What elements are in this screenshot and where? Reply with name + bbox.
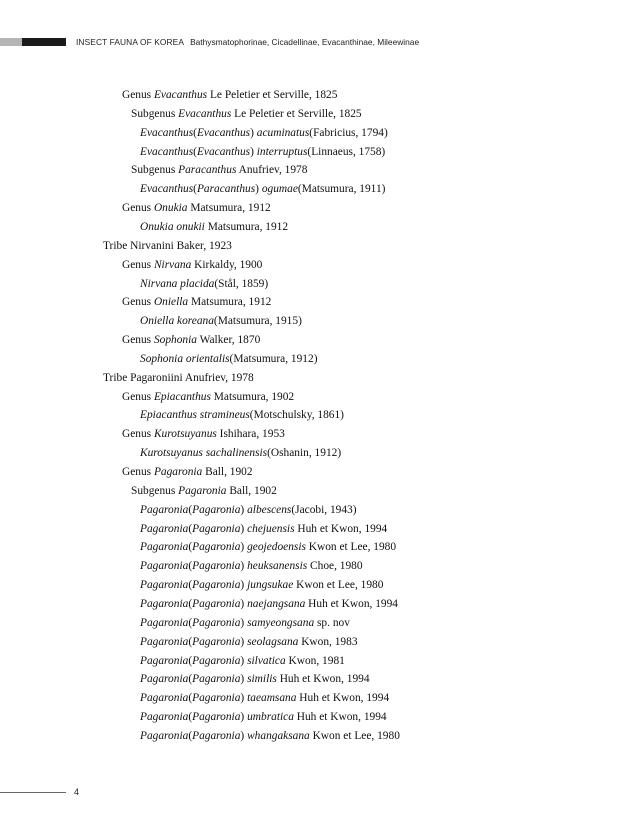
subgenus-name: Pagaronia [192, 541, 241, 554]
taxon-name: Nirvana [153, 258, 192, 271]
open-paren: ( [188, 673, 193, 686]
taxon-name: Onukia [153, 202, 188, 215]
author-citation: (Jacobi, 1943) [291, 503, 357, 516]
species-epithet: heuksanensis [247, 560, 308, 573]
genus-name: Pagaronia [140, 673, 189, 686]
species-name: Nirvana placida [140, 277, 215, 290]
open-paren: ( [188, 503, 193, 516]
rank-label: Subgenus [131, 484, 179, 497]
species-entry [140, 728, 400, 744]
species-entry [140, 596, 398, 612]
author-citation: Ball, 1902 [226, 484, 277, 497]
subgenus-name: Pagaronia [192, 579, 241, 592]
species-entry [140, 653, 345, 669]
species-epithet: silvatica [247, 654, 286, 667]
taxon-name: Evacanthus [153, 89, 208, 101]
author-citation: (Matsumura, 1912) [229, 352, 318, 365]
genus-name: Pagaronia [140, 579, 189, 592]
species-epithet: jungsukae [247, 579, 294, 592]
species-name: Onukia onukii [140, 220, 205, 233]
rank-label: Genus [122, 89, 154, 101]
species-entry [140, 521, 387, 537]
header-text [76, 36, 419, 48]
species-epithet: seolagsana [247, 635, 299, 648]
genus-name: Pagaronia [140, 729, 189, 742]
close-paren: ) [250, 145, 257, 158]
author-citation: (Motschulsky, 1861) [249, 409, 344, 422]
species-epithet: samyeongsana [247, 616, 315, 629]
open-paren: ( [188, 560, 193, 573]
subgenus-name: Pagaronia [192, 560, 241, 573]
subgenus-name: Pagaronia [192, 692, 241, 705]
series-title: INSECT FAUNA OF KOREA [76, 37, 185, 47]
rank-label: Genus [122, 466, 154, 478]
species-entry [140, 709, 387, 725]
open-paren: ( [193, 183, 197, 196]
author-citation: Matsumura, 1912 [187, 202, 271, 215]
species-epithet: chejuensis [247, 522, 295, 535]
species-entry [140, 577, 383, 593]
running-header [0, 36, 637, 48]
genus-entry [122, 257, 262, 273]
taxon-name: Pagaronia [153, 466, 203, 478]
author-citation: Huh et Kwon, 1994 [296, 692, 390, 705]
close-paren: ) [250, 126, 257, 139]
rank-label: Genus [122, 202, 154, 215]
genus-entry [122, 426, 285, 442]
author-citation: Kwon et Lee, 1980 [309, 729, 400, 742]
taxon-name: Oniella [153, 296, 189, 309]
close-paren: ) [240, 560, 248, 573]
open-paren: ( [188, 692, 193, 705]
species-entry [140, 181, 385, 197]
species-epithet: similis [247, 673, 277, 686]
close-paren: ) [240, 692, 248, 705]
author-citation: Kwon, 1983 [298, 635, 358, 648]
species-epithet: taeamsana [247, 692, 297, 705]
close-paren: ) [240, 711, 248, 724]
subgenus-name: Pagaronia [192, 711, 241, 724]
rank-label: Genus [122, 390, 154, 403]
species-entry [140, 407, 344, 423]
author-citation: Huh et Kwon, 1994 [293, 711, 387, 724]
species-entry [140, 351, 318, 367]
author-citation: Kwon, 1981 [285, 654, 345, 667]
species-entry [140, 615, 350, 631]
close-paren: ) [240, 522, 248, 535]
species-entry [140, 125, 388, 141]
author-citation: (Stål, 1859) [214, 277, 269, 290]
species-entry [140, 539, 396, 555]
subgenus-name: Evacanthus [196, 145, 251, 158]
genus-name: Pagaronia [140, 635, 189, 648]
species-name: Kurotsuyanus sachalinensis [140, 447, 268, 460]
open-paren: ( [188, 522, 193, 535]
genus-name: Pagaronia [140, 616, 189, 629]
genus-entry [122, 464, 253, 480]
open-paren: ( [188, 579, 193, 592]
author-citation: (Matsumura, 1911) [297, 183, 386, 196]
author-citation: Le Peletier et Serville, 1825 [231, 107, 362, 120]
genus-name: Pagaronia [140, 541, 189, 554]
close-paren: ) [255, 183, 262, 196]
author-citation: Huh et Kwon, 1994 [305, 597, 398, 610]
open-paren: ( [188, 729, 193, 742]
author-citation: sp. nov [314, 616, 350, 629]
subgenus-entry [131, 162, 307, 178]
genus-name: Pagaronia [140, 711, 189, 724]
subgenus-entry [131, 106, 362, 122]
author-citation: Matsumura, 1902 [210, 390, 295, 403]
subgenus-name: Pagaronia [192, 635, 241, 648]
header-black-bar [22, 38, 66, 46]
subgenus-name: Evacanthus [196, 126, 251, 139]
subgenus-name: Pagaronia [192, 503, 241, 516]
species-name: Oniella koreana [140, 315, 214, 328]
species-entry [140, 558, 363, 574]
species-entry [140, 313, 302, 329]
close-paren: ) [240, 616, 248, 629]
genus-entry [122, 294, 271, 310]
open-paren: ( [188, 541, 193, 554]
close-paren: ) [240, 503, 248, 516]
open-paren: ( [188, 711, 193, 724]
genus-entry [122, 87, 337, 103]
rank-label: Genus [122, 258, 154, 271]
open-paren: ( [188, 616, 193, 629]
footer-rule [0, 792, 66, 793]
genus-name: Pagaronia [140, 597, 189, 610]
author-citation: Huh et Kwon, 1994 [294, 522, 388, 535]
tribe-entry [103, 238, 232, 254]
tribe-name: Tribe Nirvanini Baker, 1923 [103, 239, 232, 252]
taxon-name: Pagaronia [178, 484, 227, 497]
taxon-name: Epiacanthus [153, 390, 211, 403]
subgenus-name: Pagaronia [192, 597, 241, 610]
species-epithet: naejangsana [247, 597, 306, 610]
author-citation: Kwon et Lee, 1980 [305, 541, 397, 554]
genus-name: Evacanthus [140, 183, 194, 196]
subgenus-name: Pagaronia [192, 654, 241, 667]
author-citation: Anufriev, 1978 [236, 164, 308, 177]
genus-name: Pagaronia [140, 522, 189, 535]
author-citation: Kirkaldy, 1900 [191, 258, 263, 271]
rank-label: Subgenus [131, 164, 179, 177]
author-citation: Choe, 1980 [307, 560, 363, 573]
subgenus-name: Pagaronia [192, 616, 241, 629]
author-citation: Walker, 1870 [197, 334, 261, 347]
species-entry [140, 634, 358, 650]
species-entry [140, 445, 341, 461]
author-citation: Ball, 1902 [202, 466, 253, 478]
author-citation: (Linnaeus, 1758) [307, 145, 386, 158]
open-paren: ( [188, 635, 193, 648]
species-entry [140, 144, 385, 160]
author-citation: (Oshanin, 1912) [267, 447, 342, 460]
taxon-name: Kurotsuyanus [153, 428, 217, 441]
author-citation: (Fabricius, 1794) [309, 126, 388, 139]
subgenus-name: Pagaronia [192, 522, 241, 535]
rank-label: Subgenus [131, 107, 179, 120]
page-number: 4 [74, 787, 80, 797]
close-paren: ) [240, 673, 248, 686]
subgenus-name: Pagaronia [192, 673, 241, 686]
genus-name: Pagaronia [140, 654, 189, 667]
open-paren: ( [193, 126, 197, 139]
close-paren: ) [240, 729, 248, 742]
tribe-entry [103, 370, 254, 386]
taxon-name: Evacanthus [178, 107, 232, 120]
author-citation: Huh et Kwon, 1994 [276, 673, 370, 686]
author-citation: (Matsumura, 1915) [213, 315, 302, 328]
genus-name: Pagaronia [140, 692, 189, 705]
open-paren: ( [188, 597, 193, 610]
species-epithet: ogumae [261, 183, 298, 196]
close-paren: ) [240, 654, 248, 667]
species-entry [140, 502, 357, 518]
rank-label: Genus [122, 296, 154, 309]
author-citation: Kwon et Lee, 1980 [293, 579, 384, 592]
rank-label: Genus [122, 428, 154, 441]
close-paren: ) [240, 541, 248, 554]
genus-name: Pagaronia [140, 503, 189, 516]
genus-name: Evacanthus [140, 145, 194, 158]
species-entry [140, 276, 268, 292]
subgenus-name: Paracanthus [196, 183, 256, 196]
genus-entry [122, 200, 271, 216]
author-citation: Le Peletier et Serville, 1825 [207, 89, 338, 101]
rank-label: Genus [122, 334, 154, 347]
species-epithet: geojedoensis [247, 541, 306, 554]
close-paren: ) [240, 579, 248, 592]
genus-name: Pagaronia [140, 560, 189, 573]
author-citation: Matsumura, 1912 [204, 220, 289, 233]
genus-entry [122, 389, 294, 405]
genus-entry [122, 332, 260, 348]
header-subfamilies: Bathysmatophorinae, Cicadellinae, Evacanthinae, Mileewinae [190, 37, 420, 47]
species-entry [140, 690, 389, 706]
taxon-name: Sophonia [153, 334, 197, 347]
species-epithet: acuminatus [256, 126, 310, 139]
subgenus-name: Pagaronia [192, 729, 241, 742]
species-entry [140, 219, 288, 235]
open-paren: ( [188, 654, 193, 667]
species-epithet: interruptus [256, 145, 308, 158]
author-citation: Ishihara, 1953 [216, 428, 285, 441]
taxon-name: Paracanthus [178, 164, 237, 177]
species-epithet: whangaksana [247, 729, 310, 742]
genus-name: Evacanthus [140, 126, 194, 139]
close-paren: ) [240, 635, 248, 648]
close-paren: ) [240, 597, 248, 610]
header-grey-bar [0, 38, 22, 46]
tribe-name: Tribe Pagaroniini Anufriev, 1978 [103, 371, 254, 384]
species-name: Sophonia orientalis [140, 352, 230, 365]
subgenus-entry [131, 483, 277, 499]
species-epithet: umbratica [247, 711, 294, 724]
species-epithet: albescens [247, 503, 292, 516]
species-name: Epiacanthus stramineus [140, 409, 250, 422]
species-entry [140, 671, 370, 687]
author-citation: Matsumura, 1912 [188, 296, 272, 309]
open-paren: ( [193, 145, 197, 158]
